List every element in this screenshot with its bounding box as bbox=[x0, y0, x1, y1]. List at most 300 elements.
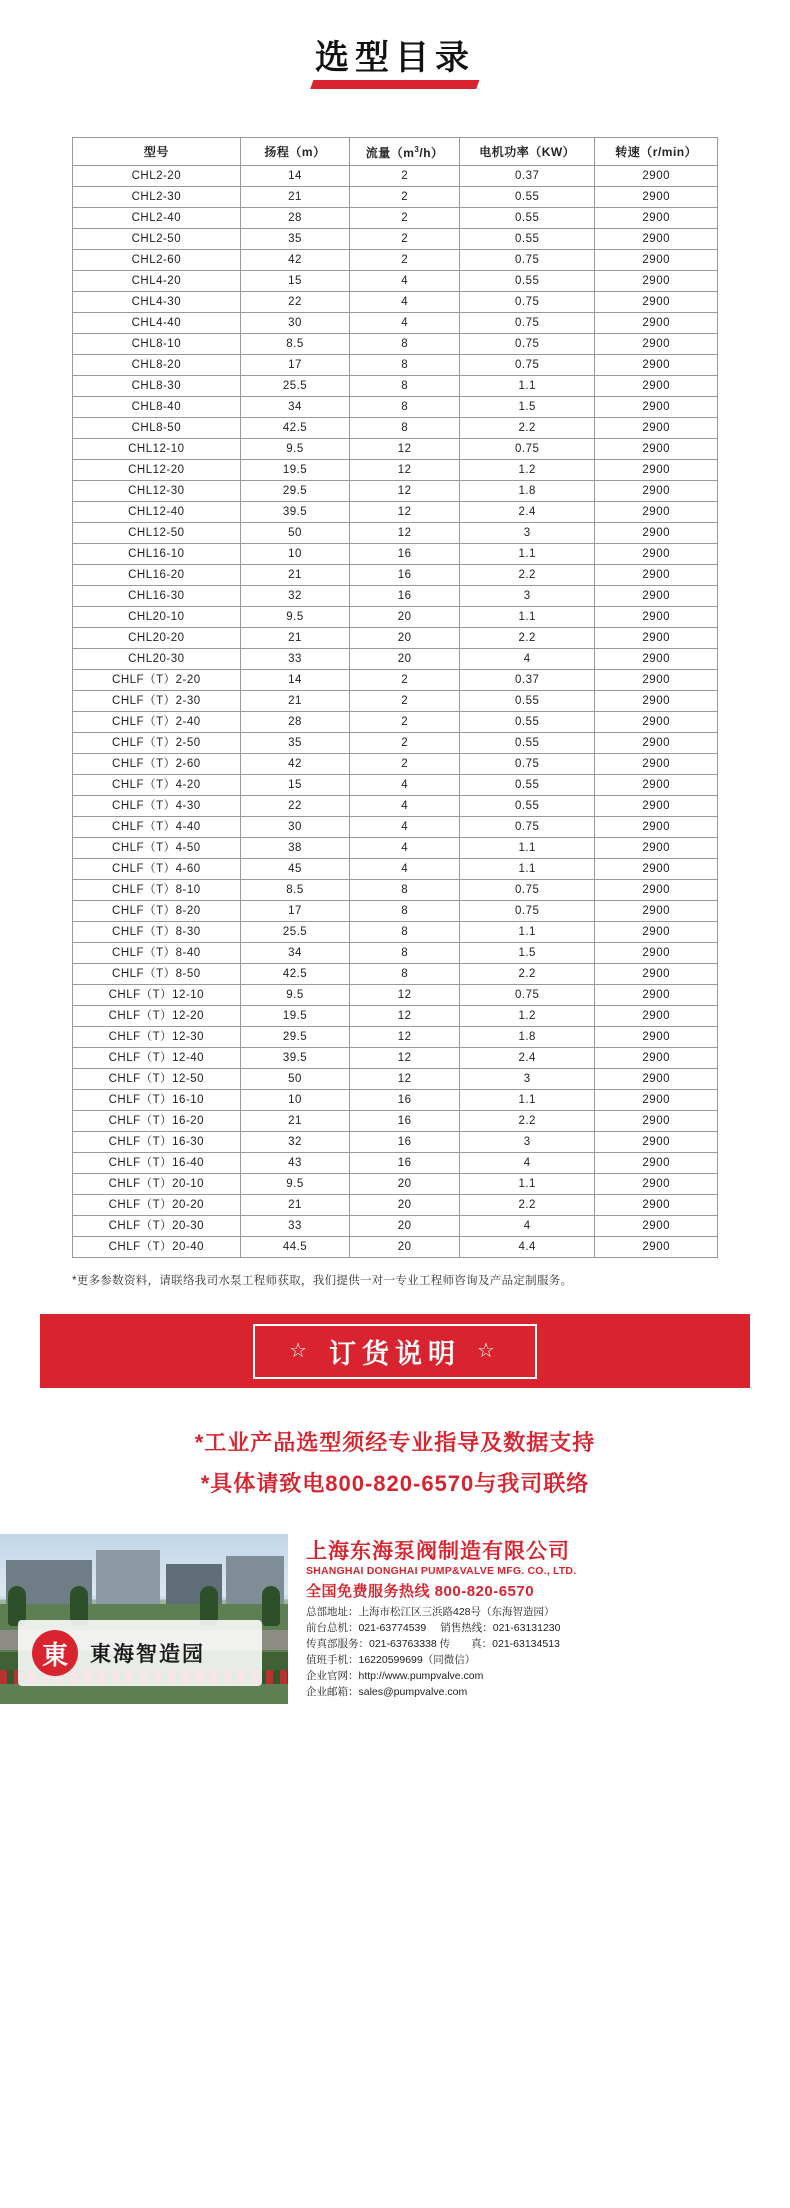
cell-model: CHLF（T）8-20 bbox=[73, 901, 241, 922]
cell-speed: 2900 bbox=[595, 1216, 718, 1237]
cell-head: 9.5 bbox=[240, 607, 350, 628]
cell-power: 0.37 bbox=[459, 166, 594, 187]
cell-speed: 2900 bbox=[595, 1195, 718, 1216]
company-logo-icon: 東 bbox=[32, 1630, 78, 1676]
cell-flow: 8 bbox=[350, 397, 460, 418]
cell-speed: 2900 bbox=[595, 586, 718, 607]
cell-speed: 2900 bbox=[595, 1153, 718, 1174]
cell-head: 33 bbox=[240, 1216, 350, 1237]
cell-model: CHL12-30 bbox=[73, 481, 241, 502]
table-row bbox=[73, 523, 718, 544]
cell-head: 33 bbox=[240, 649, 350, 670]
cell-model: CHLF（T）16-30 bbox=[73, 1132, 241, 1153]
cell-model: CHL4-30 bbox=[73, 292, 241, 313]
cell-model: CHLF（T）4-20 bbox=[73, 775, 241, 796]
table-row bbox=[73, 271, 718, 292]
table-row bbox=[73, 712, 718, 733]
table-row bbox=[73, 187, 718, 208]
cell-speed: 2900 bbox=[595, 691, 718, 712]
footer-contact-info bbox=[288, 1534, 790, 1704]
table-row bbox=[73, 250, 718, 271]
table-row bbox=[73, 1174, 718, 1195]
cell-power: 0.55 bbox=[459, 775, 594, 796]
cell-head: 22 bbox=[240, 292, 350, 313]
table-row bbox=[73, 859, 718, 880]
contact-text: 值班手机：16220599699（同微信） bbox=[306, 1654, 476, 1667]
cell-head: 29.5 bbox=[240, 1027, 350, 1048]
cell-speed: 2900 bbox=[595, 901, 718, 922]
cell-speed: 2900 bbox=[595, 523, 718, 544]
cell-power: 3 bbox=[459, 1132, 594, 1153]
cell-speed: 2900 bbox=[595, 439, 718, 460]
cell-flow: 20 bbox=[350, 649, 460, 670]
cell-head: 21 bbox=[240, 1195, 350, 1216]
cell-model: CHLF（T）8-40 bbox=[73, 943, 241, 964]
cell-flow: 12 bbox=[350, 1048, 460, 1069]
table-row bbox=[73, 397, 718, 418]
cell-speed: 2900 bbox=[595, 733, 718, 754]
cell-head: 10 bbox=[240, 544, 350, 565]
contact-text: 销售热线：021-63131230 bbox=[440, 1622, 561, 1635]
table-row bbox=[73, 355, 718, 376]
cell-power: 2.2 bbox=[459, 565, 594, 586]
cell-power: 1.2 bbox=[459, 1006, 594, 1027]
cell-model: CHLF（T）4-50 bbox=[73, 838, 241, 859]
cell-model: CHLF（T）20-30 bbox=[73, 1216, 241, 1237]
order-instruction-title: 订货说明 bbox=[329, 1338, 461, 1369]
cell-flow: 20 bbox=[350, 1216, 460, 1237]
cell-model: CHL8-30 bbox=[73, 376, 241, 397]
star-right-icon: ☆ bbox=[477, 1340, 501, 1362]
cell-power: 0.75 bbox=[459, 817, 594, 838]
col-header-head: 扬程（m） bbox=[240, 138, 350, 166]
table-row bbox=[73, 1090, 718, 1111]
cell-speed: 2900 bbox=[595, 166, 718, 187]
cell-speed: 2900 bbox=[595, 271, 718, 292]
cell-power: 1.1 bbox=[459, 838, 594, 859]
cell-speed: 2900 bbox=[595, 817, 718, 838]
cell-head: 21 bbox=[240, 691, 350, 712]
contact-row bbox=[306, 1604, 780, 1620]
cell-model: CHLF（T）20-20 bbox=[73, 1195, 241, 1216]
cell-head: 17 bbox=[240, 355, 350, 376]
table-row bbox=[73, 1132, 718, 1153]
cell-power: 0.55 bbox=[459, 712, 594, 733]
cell-model: CHL12-10 bbox=[73, 439, 241, 460]
contact-text: 传真部服务：021-63763338 传 真：021-63134513 bbox=[306, 1638, 560, 1651]
cell-flow: 20 bbox=[350, 1237, 460, 1258]
cell-speed: 2900 bbox=[595, 880, 718, 901]
cell-head: 9.5 bbox=[240, 985, 350, 1006]
spec-table-head bbox=[73, 138, 718, 166]
table-row bbox=[73, 838, 718, 859]
cell-power: 0.55 bbox=[459, 187, 594, 208]
cell-speed: 2900 bbox=[595, 754, 718, 775]
cell-flow: 12 bbox=[350, 1069, 460, 1090]
cell-head: 25.5 bbox=[240, 922, 350, 943]
cell-head: 22 bbox=[240, 796, 350, 817]
cell-flow: 4 bbox=[350, 271, 460, 292]
cell-power: 0.75 bbox=[459, 250, 594, 271]
cell-power: 0.55 bbox=[459, 796, 594, 817]
cell-head: 17 bbox=[240, 901, 350, 922]
col-header-flow: 流量$(m^3/h)$ bbox=[350, 138, 460, 166]
cell-speed: 2900 bbox=[595, 607, 718, 628]
cell-flow: 4 bbox=[350, 817, 460, 838]
cell-head: 45 bbox=[240, 859, 350, 880]
cell-head: 9.5 bbox=[240, 1174, 350, 1195]
factory-photo bbox=[0, 1534, 288, 1704]
table-row bbox=[73, 733, 718, 754]
table-row bbox=[73, 607, 718, 628]
cell-model: CHLF（T）12-50 bbox=[73, 1069, 241, 1090]
cell-model: CHLF（T）20-10 bbox=[73, 1174, 241, 1195]
cell-flow: 8 bbox=[350, 880, 460, 901]
cell-power: 1.2 bbox=[459, 460, 594, 481]
cell-power: 4 bbox=[459, 1216, 594, 1237]
cell-power: 0.55 bbox=[459, 229, 594, 250]
cell-flow: 20 bbox=[350, 607, 460, 628]
cell-power: 0.75 bbox=[459, 901, 594, 922]
cell-model: CHL16-10 bbox=[73, 544, 241, 565]
cell-power: 2.2 bbox=[459, 418, 594, 439]
cell-head: 21 bbox=[240, 187, 350, 208]
cell-flow: 16 bbox=[350, 1090, 460, 1111]
cell-speed: 2900 bbox=[595, 1174, 718, 1195]
cell-speed: 2900 bbox=[595, 1027, 718, 1048]
cell-speed: 2900 bbox=[595, 481, 718, 502]
cell-flow: 16 bbox=[350, 1153, 460, 1174]
spec-table-wrapper bbox=[0, 109, 790, 1258]
cell-flow: 2 bbox=[350, 229, 460, 250]
order-instruction-banner bbox=[40, 1314, 750, 1388]
cell-speed: 2900 bbox=[595, 649, 718, 670]
table-row bbox=[73, 901, 718, 922]
cell-flow: 8 bbox=[350, 376, 460, 397]
cell-flow: 4 bbox=[350, 775, 460, 796]
contact-row bbox=[306, 1652, 780, 1668]
cell-head: 14 bbox=[240, 670, 350, 691]
cell-model: CHLF（T）4-30 bbox=[73, 796, 241, 817]
cell-head: 39.5 bbox=[240, 1048, 350, 1069]
table-row bbox=[73, 586, 718, 607]
contact-row bbox=[306, 1668, 780, 1684]
cell-head: 29.5 bbox=[240, 481, 350, 502]
company-name-en: SHANGHAI DONGHAI PUMP&VALVE MFG. CO., LTD. bbox=[306, 1565, 577, 1578]
cell-speed: 2900 bbox=[595, 418, 718, 439]
table-row bbox=[73, 334, 718, 355]
cell-flow: 12 bbox=[350, 523, 460, 544]
cell-speed: 2900 bbox=[595, 208, 718, 229]
cell-model: CHLF（T）8-30 bbox=[73, 922, 241, 943]
cell-power: 0.55 bbox=[459, 208, 594, 229]
cell-power: 1.5 bbox=[459, 943, 594, 964]
cell-flow: 8 bbox=[350, 964, 460, 985]
cell-model: CHLF（T）2-60 bbox=[73, 754, 241, 775]
table-row bbox=[73, 460, 718, 481]
cell-head: 50 bbox=[240, 1069, 350, 1090]
cell-model: CHL12-20 bbox=[73, 460, 241, 481]
table-row bbox=[73, 292, 718, 313]
cell-flow: 12 bbox=[350, 460, 460, 481]
title-underline bbox=[310, 80, 480, 89]
cell-flow: 4 bbox=[350, 838, 460, 859]
cell-speed: 2900 bbox=[595, 250, 718, 271]
cell-flow: 4 bbox=[350, 796, 460, 817]
cell-head: 9.5 bbox=[240, 439, 350, 460]
cell-power: 4 bbox=[459, 649, 594, 670]
cell-speed: 2900 bbox=[595, 670, 718, 691]
cell-flow: 12 bbox=[350, 481, 460, 502]
cell-power: 2.2 bbox=[459, 964, 594, 985]
cell-head: 43 bbox=[240, 1153, 350, 1174]
cell-power: 0.55 bbox=[459, 733, 594, 754]
cell-head: 28 bbox=[240, 208, 350, 229]
table-row bbox=[73, 481, 718, 502]
table-row bbox=[73, 502, 718, 523]
table-row bbox=[73, 229, 718, 250]
cell-model: CHL2-60 bbox=[73, 250, 241, 271]
cell-head: 8.5 bbox=[240, 334, 350, 355]
cell-model: CHL20-20 bbox=[73, 628, 241, 649]
hotline-text: 全国免费服务热线 800-820-6570 bbox=[306, 1583, 535, 1601]
cell-head: 42 bbox=[240, 250, 350, 271]
table-row bbox=[73, 796, 718, 817]
table-row bbox=[73, 817, 718, 838]
cell-flow: 8 bbox=[350, 922, 460, 943]
order-instruction-box bbox=[253, 1324, 537, 1379]
cell-model: CHL16-30 bbox=[73, 586, 241, 607]
cell-speed: 2900 bbox=[595, 355, 718, 376]
table-row bbox=[73, 1069, 718, 1090]
cell-flow: 20 bbox=[350, 1174, 460, 1195]
notice-line-1: *工业产品选型须经专业指导及数据支持 bbox=[194, 1430, 596, 1455]
cell-model: CHLF（T）12-30 bbox=[73, 1027, 241, 1048]
cell-head: 10 bbox=[240, 1090, 350, 1111]
cell-flow: 2 bbox=[350, 187, 460, 208]
cell-head: 21 bbox=[240, 628, 350, 649]
cell-power: 2.4 bbox=[459, 502, 594, 523]
page-title-section bbox=[0, 0, 790, 109]
cell-speed: 2900 bbox=[595, 1090, 718, 1111]
cell-power: 0.55 bbox=[459, 691, 594, 712]
factory-sign-text: 東海智造园 bbox=[90, 1643, 205, 1666]
cell-flow: 20 bbox=[350, 628, 460, 649]
cell-head: 21 bbox=[240, 565, 350, 586]
cell-flow: 12 bbox=[350, 1027, 460, 1048]
cell-power: 1.1 bbox=[459, 922, 594, 943]
cell-model: CHL2-30 bbox=[73, 187, 241, 208]
cell-power: 4.4 bbox=[459, 1237, 594, 1258]
table-row bbox=[73, 376, 718, 397]
cell-head: 35 bbox=[240, 229, 350, 250]
cell-head: 21 bbox=[240, 1111, 350, 1132]
cell-power: 0.55 bbox=[459, 271, 594, 292]
cell-power: 0.75 bbox=[459, 439, 594, 460]
cell-flow: 8 bbox=[350, 355, 460, 376]
cell-head: 42.5 bbox=[240, 964, 350, 985]
cell-model: CHL4-20 bbox=[73, 271, 241, 292]
cell-model: CHL2-20 bbox=[73, 166, 241, 187]
factory-sign bbox=[18, 1620, 262, 1686]
table-row bbox=[73, 1027, 718, 1048]
contact-text: 企业邮箱：sales@pumpvalve.com bbox=[306, 1686, 468, 1699]
cell-model: CHL8-10 bbox=[73, 334, 241, 355]
cell-speed: 2900 bbox=[595, 1048, 718, 1069]
table-row bbox=[73, 208, 718, 229]
cell-speed: 2900 bbox=[595, 712, 718, 733]
cell-model: CHLF（T）16-20 bbox=[73, 1111, 241, 1132]
cell-head: 8.5 bbox=[240, 880, 350, 901]
table-row bbox=[73, 880, 718, 901]
contact-row bbox=[306, 1684, 780, 1700]
cell-head: 32 bbox=[240, 1132, 350, 1153]
cell-speed: 2900 bbox=[595, 334, 718, 355]
cell-model: CHL2-40 bbox=[73, 208, 241, 229]
cell-power: 1.1 bbox=[459, 376, 594, 397]
cell-flow: 4 bbox=[350, 859, 460, 880]
cell-power: 1.8 bbox=[459, 1027, 594, 1048]
table-row bbox=[73, 964, 718, 985]
cell-head: 39.5 bbox=[240, 502, 350, 523]
cell-model: CHL16-20 bbox=[73, 565, 241, 586]
cell-head: 35 bbox=[240, 733, 350, 754]
table-row bbox=[73, 418, 718, 439]
cell-head: 32 bbox=[240, 586, 350, 607]
cell-flow: 16 bbox=[350, 1111, 460, 1132]
cell-model: CHLF（T）12-20 bbox=[73, 1006, 241, 1027]
cell-flow: 2 bbox=[350, 166, 460, 187]
cell-flow: 2 bbox=[350, 208, 460, 229]
table-row bbox=[73, 1237, 718, 1258]
cell-speed: 2900 bbox=[595, 985, 718, 1006]
cell-flow: 8 bbox=[350, 901, 460, 922]
page-footer bbox=[0, 1534, 790, 1704]
cell-head: 30 bbox=[240, 313, 350, 334]
cell-flow: 12 bbox=[350, 502, 460, 523]
cell-power: 1.1 bbox=[459, 1090, 594, 1111]
notice-block bbox=[0, 1388, 790, 1530]
cell-head: 42.5 bbox=[240, 418, 350, 439]
table-row bbox=[73, 1048, 718, 1069]
cell-model: CHLF（T）2-20 bbox=[73, 670, 241, 691]
cell-power: 3 bbox=[459, 1069, 594, 1090]
cell-speed: 2900 bbox=[595, 376, 718, 397]
star-left-icon: ☆ bbox=[289, 1340, 313, 1362]
cell-model: CHLF（T）2-50 bbox=[73, 733, 241, 754]
cell-power: 0.37 bbox=[459, 670, 594, 691]
cell-flow: 2 bbox=[350, 670, 460, 691]
cell-speed: 2900 bbox=[595, 922, 718, 943]
cell-speed: 2900 bbox=[595, 292, 718, 313]
cell-flow: 8 bbox=[350, 334, 460, 355]
cell-flow: 2 bbox=[350, 712, 460, 733]
cell-speed: 2900 bbox=[595, 628, 718, 649]
cell-flow: 12 bbox=[350, 1006, 460, 1027]
photo-building-2 bbox=[96, 1550, 160, 1604]
cell-model: CHLF（T）16-10 bbox=[73, 1090, 241, 1111]
cell-model: CHLF（T）2-30 bbox=[73, 691, 241, 712]
cell-power: 2.2 bbox=[459, 628, 594, 649]
cell-model: CHLF（T）4-60 bbox=[73, 859, 241, 880]
cell-power: 3 bbox=[459, 586, 594, 607]
cell-speed: 2900 bbox=[595, 544, 718, 565]
cell-flow: 8 bbox=[350, 943, 460, 964]
spec-table-body bbox=[73, 166, 718, 1258]
cell-flow: 16 bbox=[350, 586, 460, 607]
table-row bbox=[73, 1111, 718, 1132]
cell-power: 2.2 bbox=[459, 1111, 594, 1132]
cell-power: 1.1 bbox=[459, 1174, 594, 1195]
cell-head: 42 bbox=[240, 754, 350, 775]
cell-power: 3 bbox=[459, 523, 594, 544]
cell-model: CHL4-40 bbox=[73, 313, 241, 334]
cell-head: 38 bbox=[240, 838, 350, 859]
cell-speed: 2900 bbox=[595, 187, 718, 208]
cell-head: 30 bbox=[240, 817, 350, 838]
table-row bbox=[73, 922, 718, 943]
col-header-model: 型号 bbox=[73, 138, 241, 166]
cell-flow: 8 bbox=[350, 418, 460, 439]
cell-power: 1.1 bbox=[459, 859, 594, 880]
cell-speed: 2900 bbox=[595, 859, 718, 880]
cell-model: CHL12-50 bbox=[73, 523, 241, 544]
cell-power: 1.5 bbox=[459, 397, 594, 418]
cell-model: CHL2-50 bbox=[73, 229, 241, 250]
cell-head: 50 bbox=[240, 523, 350, 544]
cell-flow: 2 bbox=[350, 754, 460, 775]
cell-flow: 2 bbox=[350, 250, 460, 271]
spec-table bbox=[72, 137, 718, 1258]
cell-model: CHL8-40 bbox=[73, 397, 241, 418]
contact-row bbox=[306, 1620, 780, 1636]
cell-head: 44.5 bbox=[240, 1237, 350, 1258]
cell-power: 4 bbox=[459, 1153, 594, 1174]
table-note: *更多参数资料，请联络我司水泵工程师获取，我们提供一对一专业工程师咨询及产品定制服务。 bbox=[72, 1275, 573, 1287]
cell-speed: 2900 bbox=[595, 1132, 718, 1153]
table-row bbox=[73, 691, 718, 712]
table-row bbox=[73, 1006, 718, 1027]
cell-head: 15 bbox=[240, 271, 350, 292]
contact-text: 总部地址：上海市松江区三浜路428号（东海智造园） bbox=[306, 1606, 555, 1619]
table-row bbox=[73, 649, 718, 670]
contact-row bbox=[306, 1636, 780, 1652]
cell-speed: 2900 bbox=[595, 1069, 718, 1090]
table-row bbox=[73, 439, 718, 460]
cell-speed: 2900 bbox=[595, 1006, 718, 1027]
table-row bbox=[73, 166, 718, 187]
cell-power: 0.75 bbox=[459, 754, 594, 775]
cell-model: CHLF（T）2-40 bbox=[73, 712, 241, 733]
cell-model: CHL12-40 bbox=[73, 502, 241, 523]
cell-speed: 2900 bbox=[595, 838, 718, 859]
cell-flow: 4 bbox=[350, 313, 460, 334]
company-name-cn: 上海东海泵阀制造有限公司 bbox=[306, 1540, 570, 1563]
cell-model: CHL8-50 bbox=[73, 418, 241, 439]
col-header-power: 电机功率（KW） bbox=[459, 138, 594, 166]
cell-head: 19.5 bbox=[240, 460, 350, 481]
cell-power: 1.8 bbox=[459, 481, 594, 502]
cell-speed: 2900 bbox=[595, 775, 718, 796]
cell-head: 15 bbox=[240, 775, 350, 796]
cell-flow: 16 bbox=[350, 1132, 460, 1153]
cell-model: CHLF（T）12-10 bbox=[73, 985, 241, 1006]
cell-model: CHLF（T）20-40 bbox=[73, 1237, 241, 1258]
table-row bbox=[73, 565, 718, 586]
table-row bbox=[73, 1153, 718, 1174]
cell-power: 0.75 bbox=[459, 880, 594, 901]
cell-speed: 2900 bbox=[595, 565, 718, 586]
